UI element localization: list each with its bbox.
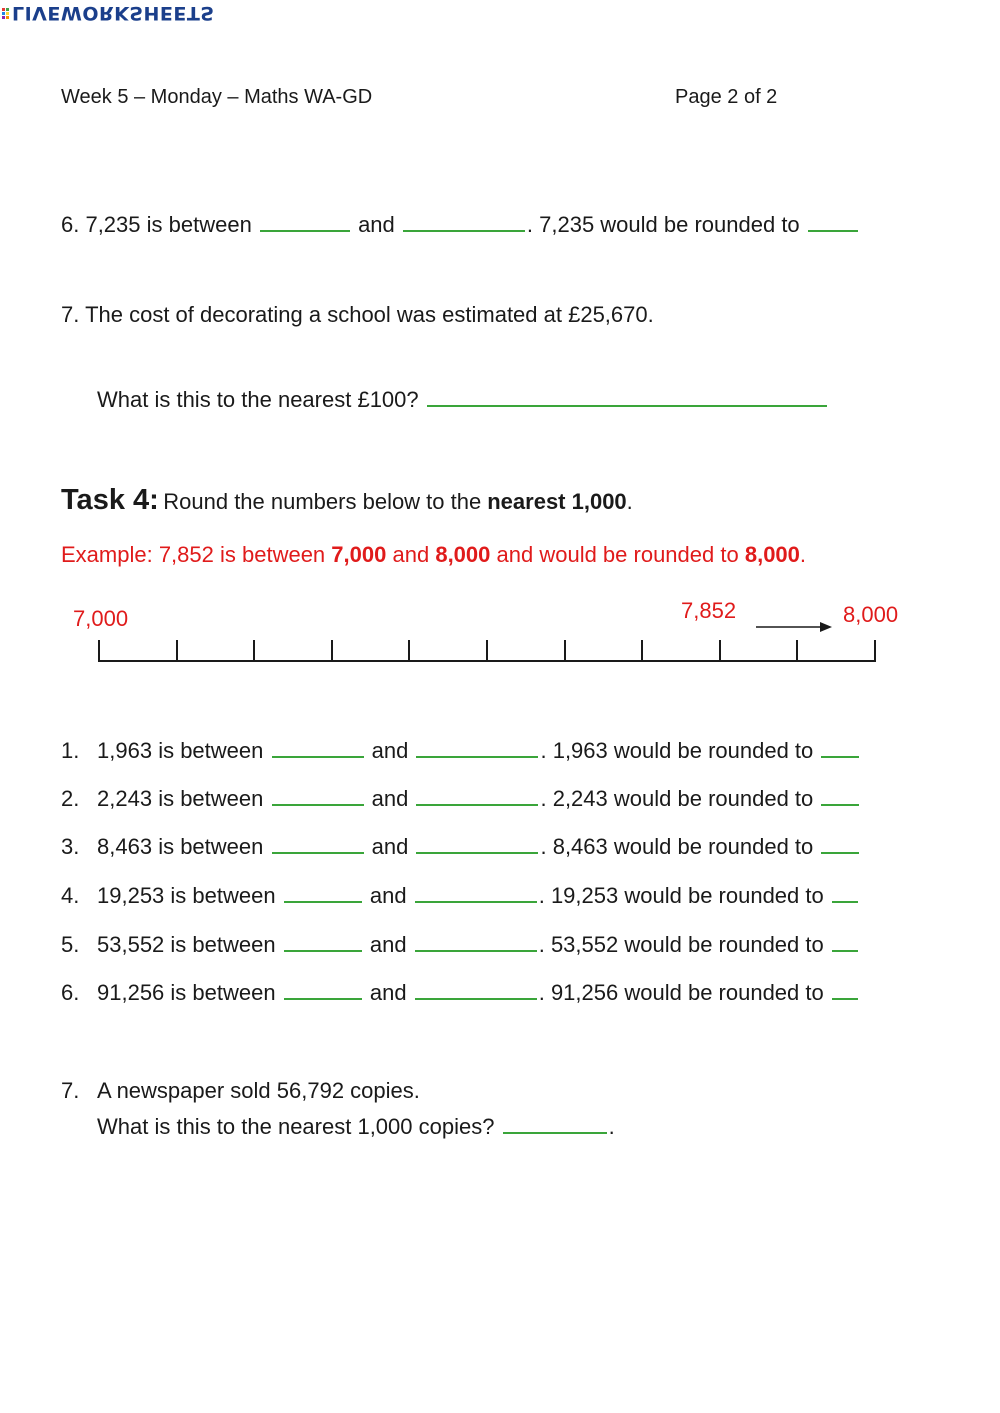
item-dot: . [538,932,551,957]
task4-heading [61,484,633,517]
q6-and: and [358,212,395,237]
worksheet-title: Week 5 – Monday – Maths WA-GD [61,86,373,108]
item-blank-upper[interactable] [415,997,537,1000]
item-dot: . [540,738,553,763]
example-text-3: and would be rounded to [496,542,739,567]
item-number: 3. [61,834,80,859]
item-blank-upper[interactable] [415,949,537,952]
example-lower: 7,000 [331,542,387,567]
question-6 [61,212,860,238]
question-7-line1: 7. The cost of decorating a school was estimated at £25,670. [61,302,654,327]
numberline-start-label: 7,000 [73,606,129,631]
item-number: 2. [61,786,80,811]
item-value-repeat: 19,253 [550,883,619,908]
item-value: 19,253 [97,883,165,908]
q7-answer-blank[interactable] [427,404,827,407]
item-blank-upper[interactable] [416,803,538,806]
item-blank-lower[interactable] [284,997,362,1000]
q6-blank-lower[interactable] [260,229,350,232]
example-text-2: and [392,542,430,567]
item-and: and [369,883,407,908]
item-value-repeat: 91,256 [550,980,619,1005]
item-blank-rounded[interactable] [832,949,858,952]
logo-mark-icon [2,8,9,19]
item-between: is between [158,738,264,763]
item-blank-rounded[interactable] [821,755,859,758]
task4-item [61,834,861,860]
item-value-repeat: 2,243 [552,786,608,811]
task4-item [61,786,861,812]
logo-text: LIVEWORKSHEETS [12,2,215,24]
item-and: and [369,980,407,1005]
q7-line2: What is this to the nearest 1,000 copies? [97,1114,495,1139]
task4-instruction: Round the numbers below to the [163,489,482,514]
q7-end: . [608,1114,615,1139]
item-value-repeat: 8,463 [552,834,608,859]
item-rounded: would be rounded to [624,980,824,1005]
item-and: and [371,834,409,859]
number-line-tick [564,640,566,662]
example-upper: 8,000 [435,542,491,567]
item-dot: . [538,883,551,908]
task4-item [61,738,861,764]
q6-blank-upper[interactable] [403,229,525,232]
item-value: 91,256 [97,980,165,1005]
item-blank-upper[interactable] [416,755,538,758]
number-line-tick [408,640,410,662]
q7-prompt: What is this to the nearest £100? [97,387,419,412]
task4-instruction-end: . [626,489,633,514]
item-rounded: would be rounded to [613,786,814,811]
numberline-end-label: 8,000 [843,602,899,627]
item-number: 5. [61,932,80,957]
item-value: 53,552 [97,932,165,957]
task4-example [61,542,806,568]
task4-instruction-bold: nearest 1,000 [487,489,627,514]
item-value: 8,463 [97,834,153,859]
number-line-tick [331,640,333,662]
item-between: is between [158,786,264,811]
liveworksheets-logo[interactable] [2,2,215,24]
example-text-1: Example: 7,852 is between [61,542,326,567]
item-value-repeat: 53,552 [550,932,619,957]
item-and: and [371,786,409,811]
item-blank-rounded[interactable] [821,803,859,806]
q7-number: 7. [61,1078,80,1103]
q6-prefix: 6. 7,235 is between [61,212,252,237]
item-rounded: would be rounded to [624,883,824,908]
task4-item [61,883,860,909]
item-rounded: would be rounded to [624,932,824,957]
item-blank-rounded[interactable] [821,851,859,854]
item-blank-rounded[interactable] [832,900,858,903]
item-dot: . [540,834,553,859]
number-line-tick [874,640,876,662]
task4-title: Task 4: [61,484,159,516]
task4-item [61,980,860,1006]
task4-item [61,932,860,958]
page-indicator: Page 2 of 2 [675,86,778,108]
numberline-arrow-icon [756,620,832,634]
item-rounded: would be rounded to [613,834,814,859]
numberline-marker-label: 7,852 [681,598,737,623]
item-between: is between [170,932,276,957]
task4-question-7-line2 [97,1114,615,1140]
item-blank-lower[interactable] [272,755,364,758]
q6-blank-rounded[interactable] [808,229,858,232]
item-number: 6. [61,980,80,1005]
q7-copies-blank[interactable] [503,1131,607,1134]
item-blank-lower[interactable] [272,803,364,806]
item-value-repeat: 1,963 [552,738,608,763]
item-blank-lower[interactable] [284,949,362,952]
item-dot: . [538,980,551,1005]
item-blank-upper[interactable] [416,851,538,854]
item-value: 2,243 [97,786,153,811]
example-text-4: . [799,542,807,567]
item-blank-lower[interactable] [284,900,362,903]
item-between: is between [170,980,276,1005]
item-number: 1. [61,738,80,763]
number-line-tick [486,640,488,662]
number-line-tick [176,640,178,662]
number-line-tick [253,640,255,662]
item-and: and [369,932,407,957]
example-rounded: 8,000 [744,542,800,567]
number-line-tick [98,640,100,662]
q6-mid: . 7,235 would be rounded to [526,212,800,237]
item-blank-upper[interactable] [415,900,537,903]
number-line-tick [796,640,798,662]
number-line-tick [641,640,643,662]
item-value: 1,963 [97,738,153,763]
number-line [98,640,876,664]
item-dot: . [540,786,553,811]
item-between: is between [170,883,276,908]
item-between: is between [158,834,264,859]
item-blank-rounded[interactable] [832,997,858,1000]
number-line-tick [719,640,721,662]
item-and: and [371,738,409,763]
item-number: 4. [61,883,80,908]
item-blank-lower[interactable] [272,851,364,854]
task4-question-7 [61,1078,420,1104]
item-rounded: would be rounded to [613,738,814,763]
question-7-line2 [97,387,829,413]
q7-line1: A newspaper sold 56,792 copies. [97,1078,420,1103]
